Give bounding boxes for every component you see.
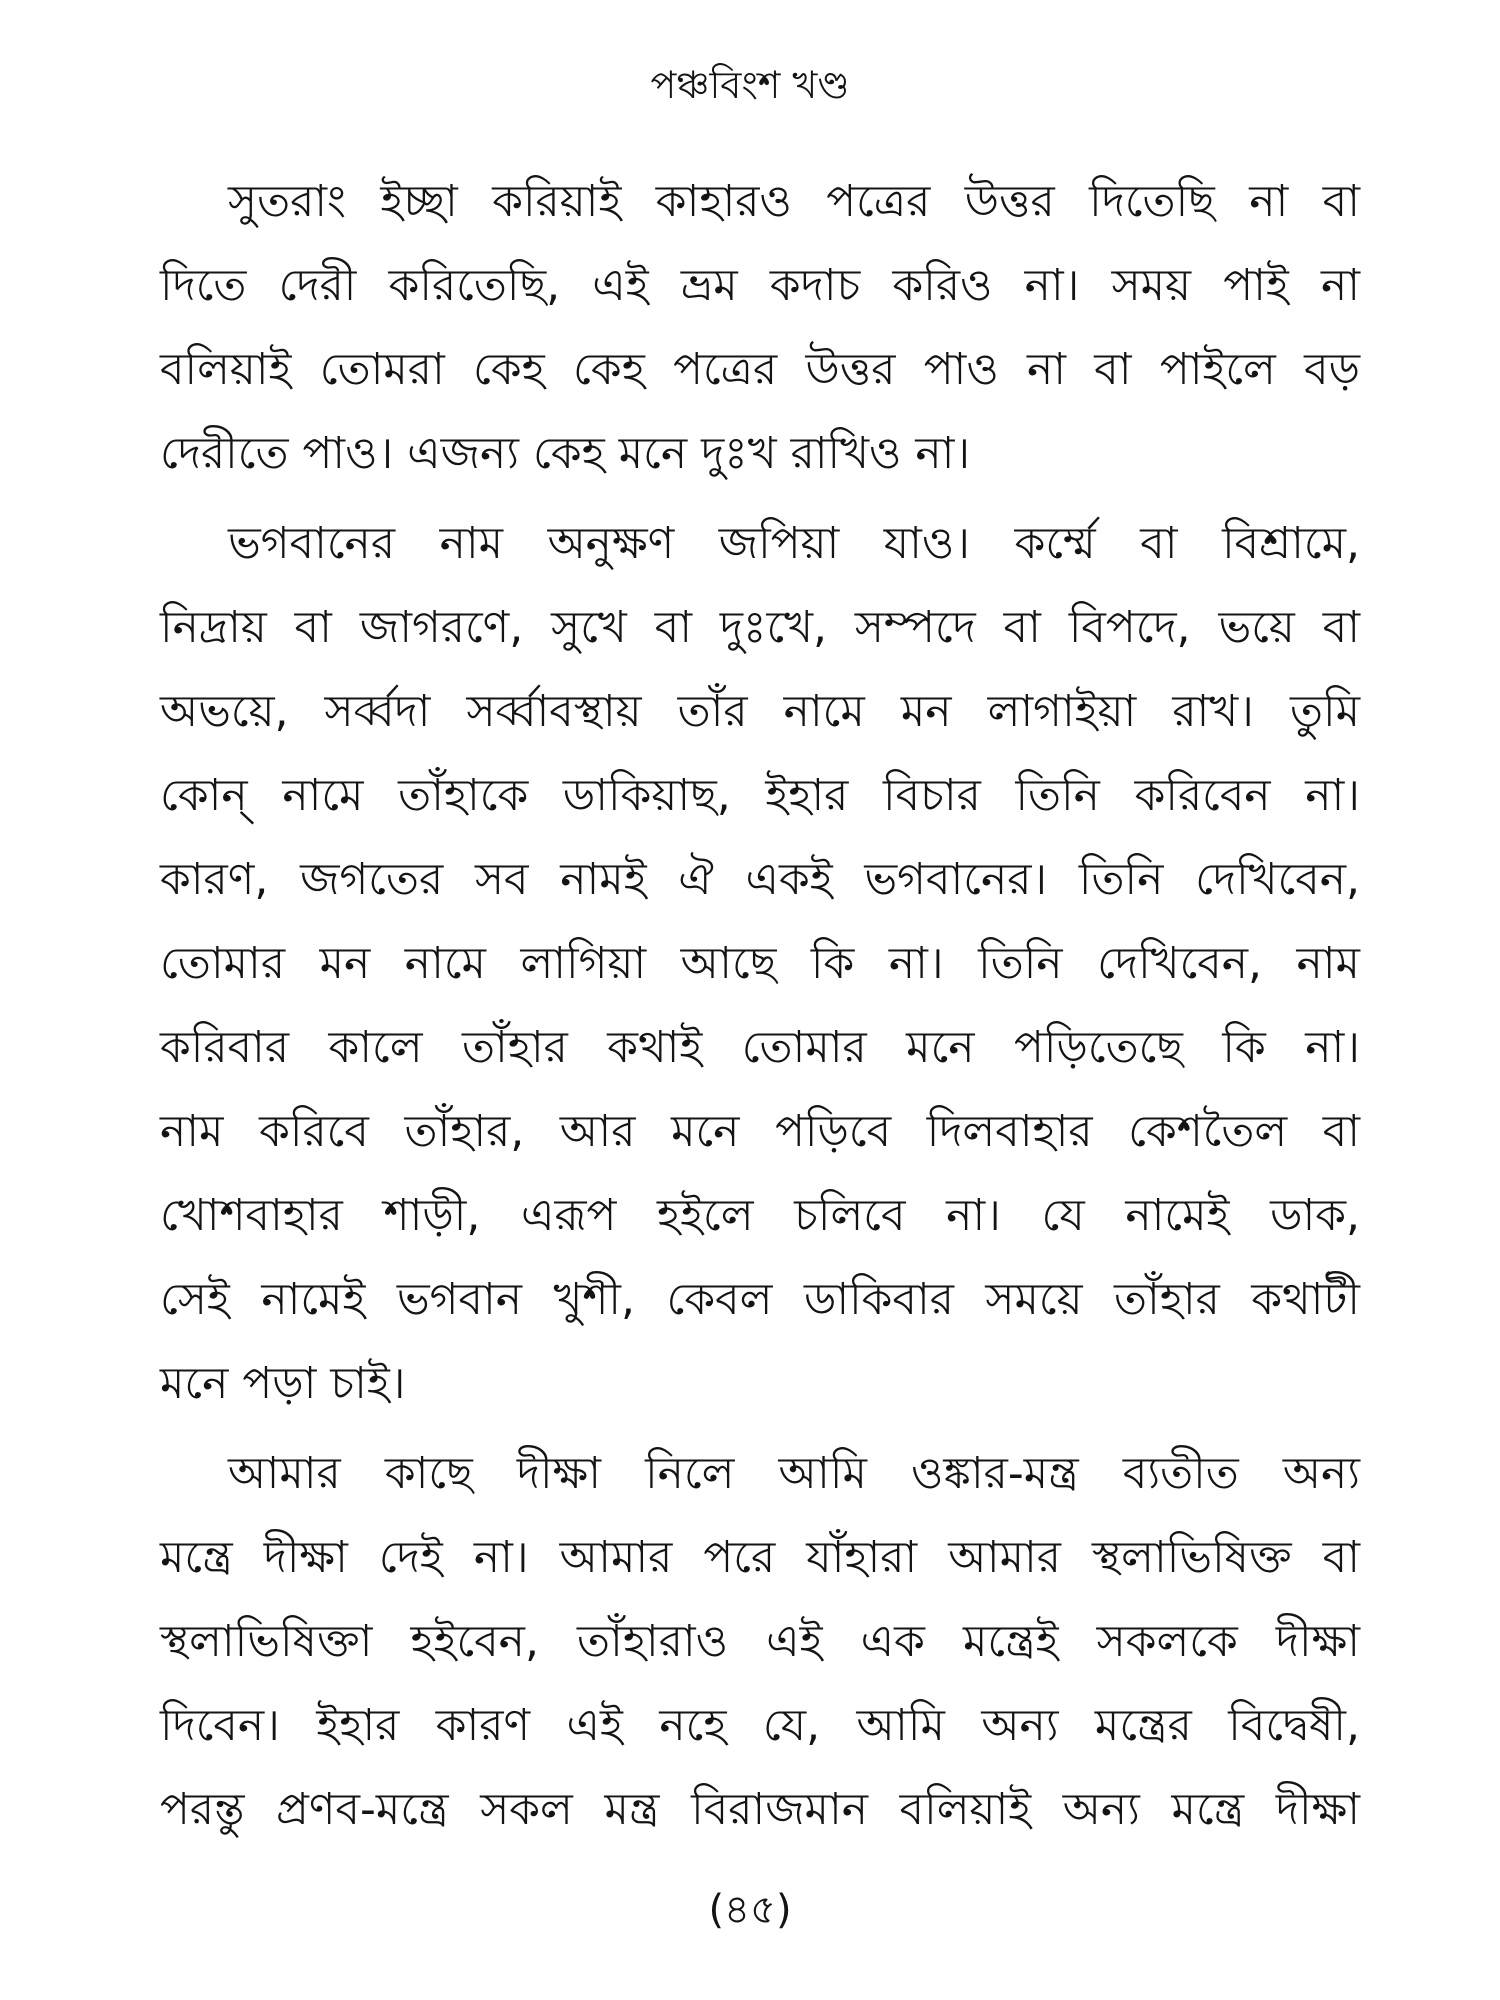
body-text xyxy=(160,160,1360,1852)
text-line: খোশবাহার শাড়ী, এরূপ হইলে চলিবে না। যে নামেই ডাক, xyxy=(160,1190,1360,1241)
text-line: পরন্তু প্রণব-মন্ত্রে সকল মন্ত্র বিরাজমান বলিয়াই অন্য মন্ত্রে দীক্ষা xyxy=(160,1784,1360,1835)
page-number: (৪৫) xyxy=(708,1887,792,1933)
text-line: নিদ্রায় বা জাগরণে, সুখে বা দুঃখে, সম্পদে বা বিপদে, ভয়ে বা xyxy=(160,602,1360,653)
running-head: পঞ্চবিংশ খণ্ড xyxy=(650,63,850,107)
text-line: মনে পড়া চাই। xyxy=(160,1358,406,1409)
text-line: দিতে দেরী করিতেছি, এই ভ্রম কদাচ করিও না। সময় পাই না xyxy=(160,260,1360,311)
text-line: তোমার মন নামে লাগিয়া আছে কি না। তিনি দেখিবেন, নাম xyxy=(160,938,1360,989)
text-line: আমার কাছে দীক্ষা নিলে আমি ওঙ্কার-মন্ত্র ব্যতীত অন্য xyxy=(228,1448,1360,1499)
text-line: বলিয়াই তোমরা কেহ কেহ পত্রের উত্তর পাও না বা পাইলে বড় xyxy=(160,344,1360,395)
paragraph-2 xyxy=(160,502,1360,1426)
text-line: সেই নামেই ভগবান খুশী, কেবল ডাকিবার সময়ে তাঁহার কথাটী xyxy=(160,1274,1360,1325)
text-line: ভগবানের নাম অনুক্ষণ জপিয়া যাও। কর্ম্মে বা বিশ্রামে, xyxy=(228,518,1360,569)
text-line: করিবার কালে তাঁহার কথাই তোমার মনে পড়িতেছে কি না। xyxy=(160,1022,1360,1073)
text-line: স্থলাভিষিক্তা হইবেন, তাঁহারাও এই এক মন্ত্রেই সকলকে দীক্ষা xyxy=(160,1616,1360,1667)
text-line: দিবেন। ইহার কারণ এই নহে যে, আমি অন্য মন্ত্রের বিদ্বেষী, xyxy=(160,1700,1360,1751)
paragraph-3 xyxy=(160,1432,1360,1852)
text-line: কোন্ নামে তাঁহাকে ডাকিয়াছ, ইহার বিচার তিনি করিবেন না। xyxy=(160,770,1360,821)
text-line: অভয়ে, সর্ব্বদা সর্ব্বাবস্থায় তাঁর নামে মন লাগাইয়া রাখ। তুমি xyxy=(160,686,1360,737)
text-line: নাম করিবে তাঁহার, আর মনে পড়িবে দিলবাহার কেশতৈল বা xyxy=(160,1106,1360,1157)
text-line: মন্ত্রে দীক্ষা দেই না। আমার পরে যাঁহারা আমার স্থলাভিষিক্ত বা xyxy=(160,1532,1360,1583)
text-line: সুতরাং ইচ্ছা করিয়াই কাহারও পত্রের উত্তর দিতেছি না বা xyxy=(228,176,1360,227)
paragraph-1 xyxy=(160,160,1360,496)
text-line: কারণ, জগতের সব নামই ঐ একই ভগবানের। তিনি দেখিবেন, xyxy=(160,854,1360,905)
text-line: দেরীতে পাও। এজন্য কেহ মনে দুঃখ রাখিও না। xyxy=(160,428,971,479)
